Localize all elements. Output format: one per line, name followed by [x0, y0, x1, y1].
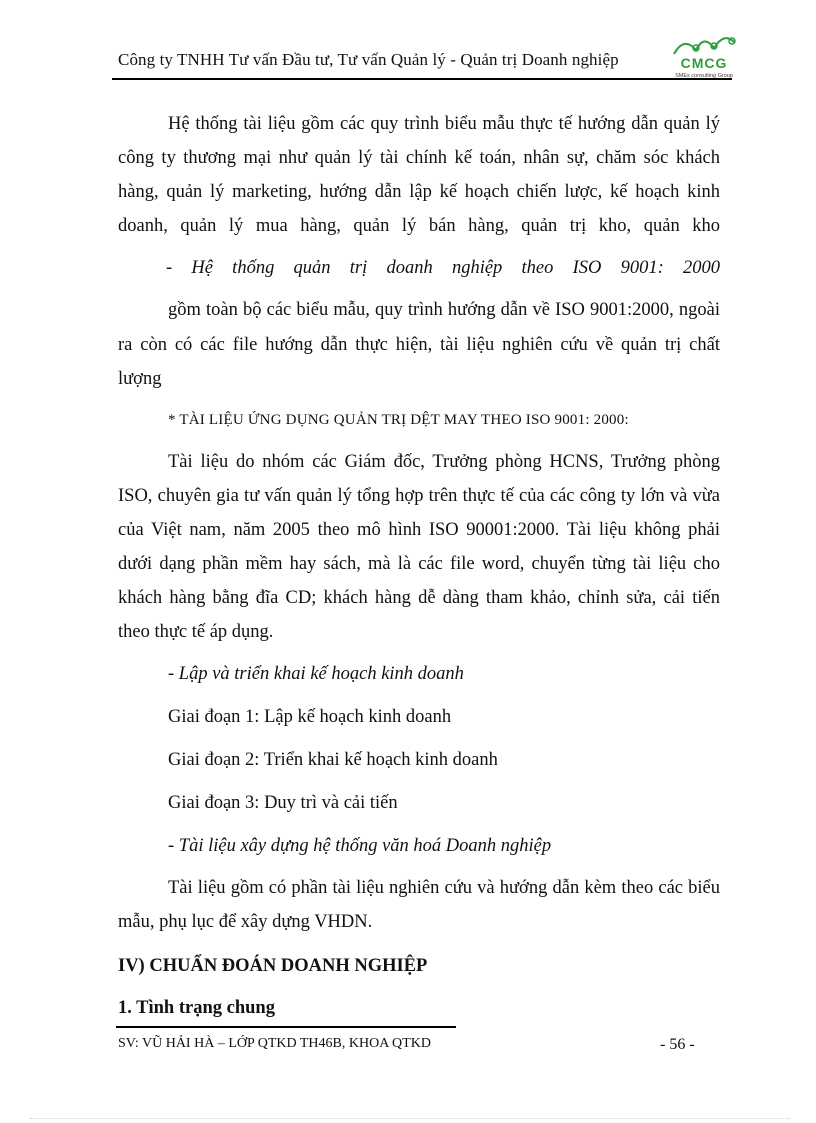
paragraph-2-line-2: ra còn có các file hướng dẫn thực hiện, tài liệu nghiên cứu về quản trị chất: [118, 335, 720, 355]
paragraph-4-line-1: Tài liệu gồm có phần tài liệu nghiên cứu và hướng dẫn kèm theo các biểu: [168, 878, 720, 898]
paragraph-3-line-2: ISO, chuyên gia tư vấn quản lý tổng hợp trên thực tế của các công ty lớn và vừa: [118, 486, 720, 506]
footer-rule: [116, 1026, 456, 1028]
footer-student: SV: VŨ HẢI HÀ – LỚP QTKD TH46B, KHOA QTKD: [118, 1036, 431, 1051]
iso-heading: - Hệ thống quản trị doanh nghiệp theo ISO 9001: 2000: [166, 258, 720, 278]
page-number: - 56 -: [660, 1036, 695, 1053]
paragraph-2-line-1: gồm toàn bộ các biểu mẫu, quy trình hướng dẫn về ISO 9001:2000, ngoài: [168, 300, 720, 320]
stage-1: Giai đoạn 1: Lập kế hoạch kinh doanh: [168, 707, 452, 727]
header-company-name: Công ty TNHH Tư vấn Đầu tư, Tư vấn Quản lý - Quản trị Doanh nghiệp: [118, 50, 619, 69]
page-bottom-edge: [30, 1118, 790, 1119]
paragraph-3-line-3: của Việt nam, năm 2005 theo mô hình ISO 90001:2000. Tài liệu không phải: [118, 520, 720, 540]
textile-heading: * TÀI LIỆU ỨNG DỤNG QUẢN TRỊ DỆT MAY THEO ISO 9001: 2000:: [168, 412, 629, 428]
stage-2: Giai đoạn 2: Triển khai kế hoạch kinh doanh: [168, 750, 498, 770]
paragraph-1-line-2: công ty thương mại như quản lý tài chính kế toán, nhân sự, chăm sóc khách: [118, 148, 720, 168]
paragraph-2-line-3: lượng: [118, 369, 162, 389]
section-heading: IV) CHUẨN ĐOÁN DOANH NGHIỆP: [118, 956, 428, 976]
paragraph-1-line-3: hàng, quản lý marketing, hướng dẫn lập kế hoạch chiến lược, kế hoạch kinh: [118, 182, 720, 202]
paragraph-1-line-4: doanh, quản lý mua hàng, quản lý bán hàng, quản trị kho, quản kho: [118, 216, 720, 236]
paragraph-3-line-1: Tài liệu do nhóm các Giám đốc, Trưởng phòng HCNS, Trưởng phòng: [168, 452, 720, 472]
paragraph-3-line-5: khách hàng bằng đĩa CD; khách hàng dễ dàng tham khảo, chỉnh sửa, cải tiến: [118, 588, 720, 608]
paragraph-1-line-1: Hệ thống tài liệu gồm các quy trình biểu mẫu thực tế hướng dẫn quản lý: [168, 114, 720, 134]
culture-heading: - Tài liệu xây dựng hệ thống văn hoá Doanh nghiệp: [168, 836, 552, 856]
plan-heading: - Lập và triển khai kế hoạch kinh doanh: [168, 664, 464, 684]
logo-graphic: [668, 30, 740, 80]
stage-3: Giai đoạn 3: Duy trì và cải tiến: [168, 793, 398, 813]
logo-text: CMCG: [680, 55, 728, 71]
paragraph-3-line-6: theo thực tế áp dụng.: [118, 622, 274, 642]
paragraph-3-line-4: dưới dạng phần mềm hay sách, mà là các file word, chuyển từng tài liệu cho: [118, 554, 720, 574]
paragraph-4-line-2: mẫu, phụ lục để xây dựng VHDN.: [118, 912, 373, 932]
company-logo: [668, 30, 740, 80]
header-rule: [112, 78, 732, 80]
subsection-heading: 1. Tình trạng chung: [118, 998, 275, 1018]
logo-subtext: SMEs consulting Group: [675, 73, 733, 79]
